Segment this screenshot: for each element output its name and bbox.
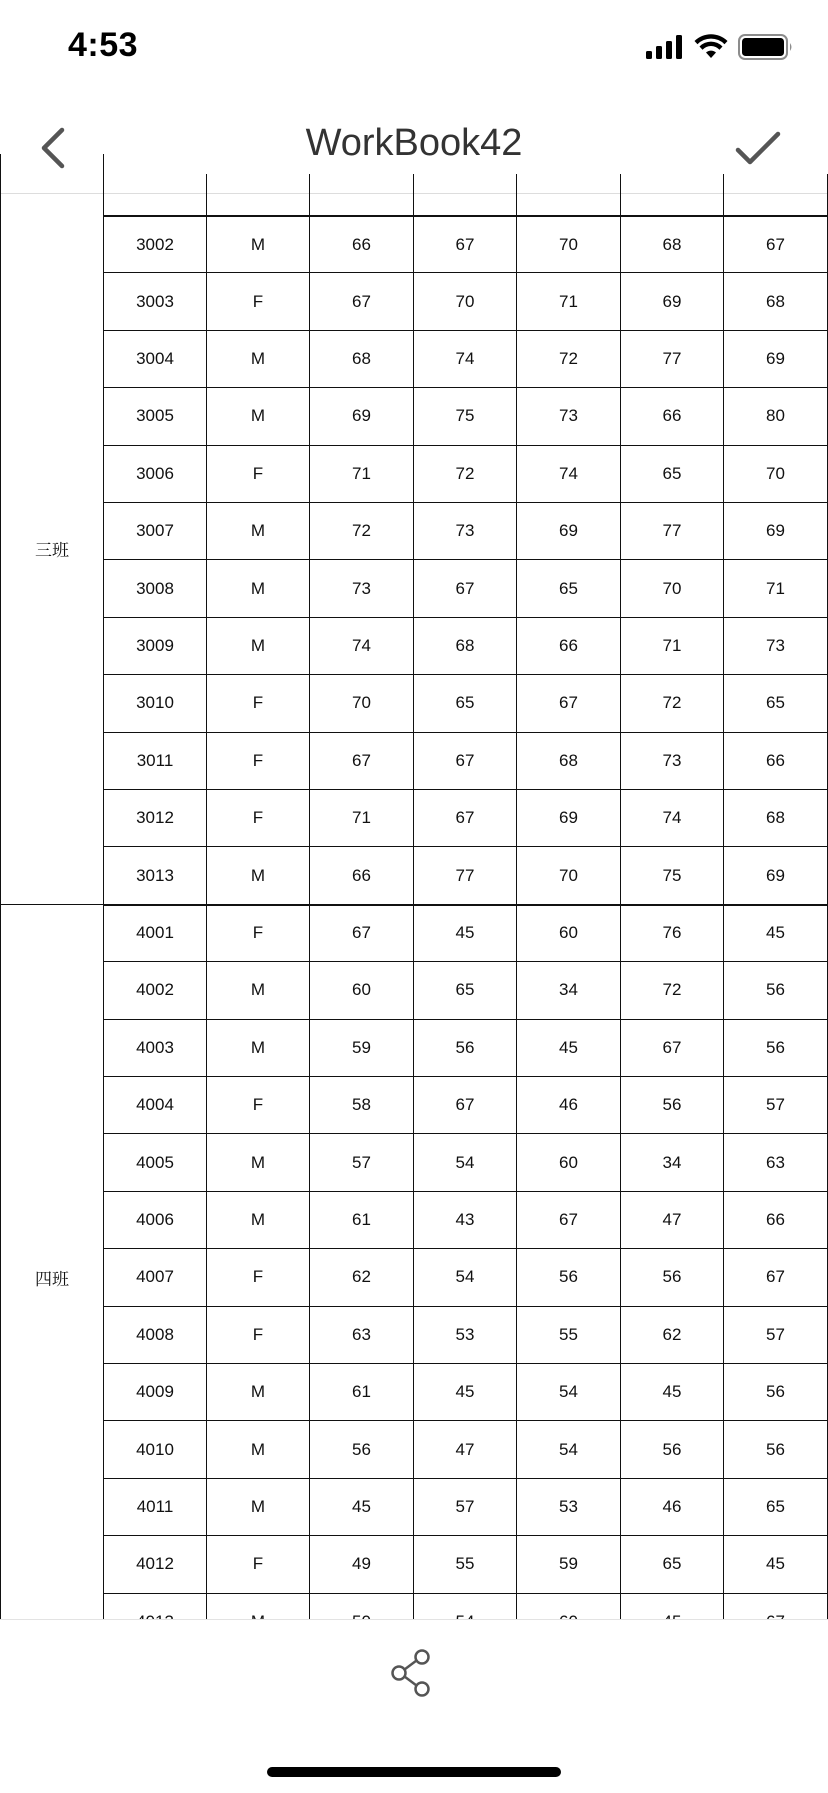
- table-cell-score-2[interactable]: 70: [414, 273, 517, 330]
- table-cell-score-3[interactable]: 66: [517, 618, 621, 675]
- table-cell-score-3[interactable]: 46: [517, 1077, 621, 1134]
- table-cell-student-id[interactable]: 3003: [103, 273, 207, 330]
- table-cell-score-2[interactable]: 45: [414, 905, 517, 962]
- table-cell-score-4[interactable]: 62: [621, 1307, 724, 1364]
- table-cell-student-id[interactable]: 3005: [103, 388, 207, 445]
- table-cell-gender[interactable]: F: [207, 905, 310, 962]
- table-cell-gender[interactable]: M: [207, 1479, 310, 1536]
- table-cell-score-2[interactable]: 74: [414, 331, 517, 388]
- table-cell-gender[interactable]: M: [207, 962, 310, 1019]
- table-cell-student-id[interactable]: 4004: [103, 1077, 207, 1134]
- wifi-icon: [694, 34, 728, 60]
- table-cell-score-1[interactable]: 59: [310, 1020, 414, 1077]
- table-cell-score-1[interactable]: 74: [310, 618, 414, 675]
- table-cell-score-5[interactable]: 56: [724, 962, 828, 1019]
- table-cell-gender[interactable]: F: [207, 446, 310, 503]
- table-cell-score-3[interactable]: 60: [517, 905, 621, 962]
- table-cell-partial[interactable]: [724, 174, 828, 216]
- table-cell-score-1[interactable]: 70: [310, 675, 414, 732]
- table-cell-score-4[interactable]: 65: [621, 1536, 724, 1593]
- table-cell-score-5[interactable]: 70: [724, 446, 828, 503]
- table-cell-student-id[interactable]: 3013: [103, 847, 207, 904]
- table-cell-score-5[interactable]: 56: [724, 1421, 828, 1478]
- table-cell-score-1[interactable]: 56: [310, 1421, 414, 1478]
- table-cell-score-1[interactable]: 66: [310, 847, 414, 904]
- table-cell-score-3[interactable]: 56: [517, 1249, 621, 1306]
- table-cell-score-3[interactable]: 34: [517, 962, 621, 1019]
- table-cell-score-1[interactable]: 71: [310, 790, 414, 847]
- table-cell-score-4[interactable]: 77: [621, 503, 724, 560]
- table-cell-score-5[interactable]: 45: [724, 905, 828, 962]
- table-cell-score-1[interactable]: 67: [310, 733, 414, 790]
- table-cell-student-id[interactable]: 3011: [103, 733, 207, 790]
- table-cell-score-3[interactable]: 60: [517, 1134, 621, 1191]
- table-cell-partial[interactable]: [414, 174, 517, 216]
- table-cell-score-2[interactable]: 67: [414, 216, 517, 273]
- class-label-cell[interactable]: [0, 905, 104, 1651]
- table-cell-score-5[interactable]: 65: [724, 675, 828, 732]
- share-button[interactable]: [388, 1648, 438, 1698]
- table-cell-gender[interactable]: F: [207, 733, 310, 790]
- table-cell-score-3[interactable]: 67: [517, 1192, 621, 1249]
- table-cell-gender[interactable]: M: [207, 1020, 310, 1077]
- table-cell-score-2[interactable]: 68: [414, 618, 517, 675]
- table-cell-score-1[interactable]: 57: [310, 1134, 414, 1191]
- table-cell-partial[interactable]: [621, 174, 724, 216]
- table-cell-score-5[interactable]: 73: [724, 618, 828, 675]
- table-cell-score-1[interactable]: 72: [310, 503, 414, 560]
- table-cell-score-5[interactable]: 45: [724, 1536, 828, 1593]
- table-cell-partial[interactable]: [103, 174, 207, 216]
- table-cell-gender[interactable]: F: [207, 790, 310, 847]
- table-cell-score-2[interactable]: 55: [414, 1536, 517, 1593]
- table-cell-score-4[interactable]: 46: [621, 1479, 724, 1536]
- table-cell-score-3[interactable]: 73: [517, 388, 621, 445]
- table-cell-score-2[interactable]: 53: [414, 1307, 517, 1364]
- cellular-signal-icon: [646, 35, 684, 59]
- table-cell-score-5[interactable]: 66: [724, 1192, 828, 1249]
- table-cell-score-1[interactable]: 45: [310, 1479, 414, 1536]
- table-cell-score-4[interactable]: 72: [621, 962, 724, 1019]
- table-cell-score-3[interactable]: 68: [517, 733, 621, 790]
- table-cell-score-5[interactable]: 56: [724, 1020, 828, 1077]
- checkmark-icon: [728, 118, 788, 178]
- table-cell-score-3[interactable]: 72: [517, 331, 621, 388]
- table-cell-score-2[interactable]: 47: [414, 1421, 517, 1478]
- table-cell-score-2[interactable]: 67: [414, 733, 517, 790]
- table-cell-score-4[interactable]: 75: [621, 847, 724, 904]
- table-cell-score-2[interactable]: 56: [414, 1020, 517, 1077]
- table-cell-score-4[interactable]: 65: [621, 446, 724, 503]
- table-cell-partial[interactable]: [207, 174, 310, 216]
- table-cell-score-2[interactable]: 72: [414, 446, 517, 503]
- table-cell-gender[interactable]: M: [207, 331, 310, 388]
- table-cell-score-2[interactable]: 73: [414, 503, 517, 560]
- done-button[interactable]: [728, 118, 788, 178]
- table-cell-score-5[interactable]: 68: [724, 790, 828, 847]
- class-label: 四班: [35, 1269, 69, 1289]
- table-cell-score-1[interactable]: 58: [310, 1077, 414, 1134]
- table-cell-score-1[interactable]: 71: [310, 446, 414, 503]
- table-cell-score-1[interactable]: 60: [310, 962, 414, 1019]
- table-cell-score-3[interactable]: 53: [517, 1479, 621, 1536]
- table-cell-score-2[interactable]: 75: [414, 388, 517, 445]
- table-cell-score-3[interactable]: 69: [517, 790, 621, 847]
- table-cell-score-5[interactable]: 63: [724, 1134, 828, 1191]
- table-cell-gender[interactable]: F: [207, 1077, 310, 1134]
- table-cell-score-4[interactable]: 66: [621, 388, 724, 445]
- table-cell-gender[interactable]: F: [207, 1536, 310, 1593]
- table-cell-student-id[interactable]: 4007: [103, 1249, 207, 1306]
- table-cell-student-id[interactable]: 3012: [103, 790, 207, 847]
- table-cell-partial[interactable]: [310, 174, 414, 216]
- table-cell-score-2[interactable]: 65: [414, 675, 517, 732]
- table-cell-student-id[interactable]: 4005: [103, 1134, 207, 1191]
- table-cell-score-4[interactable]: 77: [621, 331, 724, 388]
- status-time: 4:53: [68, 26, 139, 64]
- table-cell-score-5[interactable]: 57: [724, 1077, 828, 1134]
- table-cell-score-1[interactable]: 61: [310, 1192, 414, 1249]
- table-cell-score-3[interactable]: 71: [517, 273, 621, 330]
- table-cell-score-2[interactable]: 45: [414, 1364, 517, 1421]
- table-cell-gender[interactable]: F: [207, 1307, 310, 1364]
- table-cell-score-4[interactable]: 67: [621, 1020, 724, 1077]
- table-cell-score-1[interactable]: 62: [310, 1249, 414, 1306]
- table-cell-score-1[interactable]: 63: [310, 1307, 414, 1364]
- table-cell-score-5[interactable]: 65: [724, 1479, 828, 1536]
- table-cell-gender[interactable]: M: [207, 847, 310, 904]
- table-cell-score-4[interactable]: 70: [621, 560, 724, 617]
- table-cell-score-1[interactable]: 66: [310, 216, 414, 273]
- table-cell-score-4[interactable]: 73: [621, 733, 724, 790]
- table-cell-gender[interactable]: M: [207, 1192, 310, 1249]
- table-cell-student-id[interactable]: 3008: [103, 560, 207, 617]
- table-cell-score-2[interactable]: 65: [414, 962, 517, 1019]
- table-cell-score-2[interactable]: 43: [414, 1192, 517, 1249]
- table-cell-gender[interactable]: M: [207, 1134, 310, 1191]
- table-cell-score-5[interactable]: 69: [724, 503, 828, 560]
- table-cell-score-5[interactable]: 69: [724, 847, 828, 904]
- table-cell-score-4[interactable]: 47: [621, 1192, 724, 1249]
- status-bar: [0, 0, 828, 100]
- table-cell-score-1[interactable]: 68: [310, 331, 414, 388]
- bottom-toolbar: [0, 1619, 828, 1793]
- status-icons: [646, 34, 794, 60]
- table-cell-score-2[interactable]: 54: [414, 1134, 517, 1191]
- table-cell-score-3[interactable]: 55: [517, 1307, 621, 1364]
- table-cell-score-4[interactable]: 45: [621, 1364, 724, 1421]
- spreadsheet-view[interactable]: [0, 193, 828, 1620]
- table-cell-score-4[interactable]: 56: [621, 1249, 724, 1306]
- table-cell-score-1[interactable]: 61: [310, 1364, 414, 1421]
- table-cell-score-2[interactable]: 77: [414, 847, 517, 904]
- table-cell-score-3[interactable]: 69: [517, 503, 621, 560]
- table-cell-student-id[interactable]: 4009: [103, 1364, 207, 1421]
- table-cell-student-id[interactable]: 4010: [103, 1421, 207, 1478]
- table-cell-score-3[interactable]: 70: [517, 216, 621, 273]
- table-cell-score-2[interactable]: 54: [414, 1249, 517, 1306]
- table-cell-gender[interactable]: M: [207, 388, 310, 445]
- table-cell-score-5[interactable]: 57: [724, 1307, 828, 1364]
- page-title: WorkBook42: [305, 122, 523, 164]
- table-cell-score-1[interactable]: 67: [310, 905, 414, 962]
- table-cell-student-id[interactable]: 4012: [103, 1536, 207, 1593]
- table-cell-student-id[interactable]: 4008: [103, 1307, 207, 1364]
- table-cell-student-id[interactable]: 4011: [103, 1479, 207, 1536]
- table-cell-score-2[interactable]: 67: [414, 1077, 517, 1134]
- table-cell-student-id[interactable]: 4001: [103, 905, 207, 962]
- home-indicator: [267, 1767, 561, 1777]
- table-cell-score-3[interactable]: 74: [517, 446, 621, 503]
- table-cell-student-id[interactable]: 4006: [103, 1192, 207, 1249]
- table-cell-student-id[interactable]: 4002: [103, 962, 207, 1019]
- table-cell-score-4[interactable]: 56: [621, 1077, 724, 1134]
- table-cell-score-4[interactable]: 76: [621, 905, 724, 962]
- table-cell-score-5[interactable]: 67: [724, 1249, 828, 1306]
- table-cell-student-id[interactable]: 3004: [103, 331, 207, 388]
- battery-icon: [738, 34, 794, 60]
- table-cell-score-1[interactable]: 49: [310, 1536, 414, 1593]
- table-cell-gender[interactable]: M: [207, 560, 310, 617]
- table-cell-score-5[interactable]: 71: [724, 560, 828, 617]
- table-cell-gender[interactable]: M: [207, 503, 310, 560]
- table-cell-gender[interactable]: M: [207, 618, 310, 675]
- table-cell-gender[interactable]: F: [207, 675, 310, 732]
- table-cell-student-id[interactable]: 3010: [103, 675, 207, 732]
- table-cell-score-5[interactable]: 68: [724, 273, 828, 330]
- table-cell-score-4[interactable]: 56: [621, 1421, 724, 1478]
- table-cell-gender[interactable]: F: [207, 1249, 310, 1306]
- table-cell-score-4[interactable]: 69: [621, 273, 724, 330]
- table-cell-score-5[interactable]: 66: [724, 733, 828, 790]
- table-cell-score-3[interactable]: 54: [517, 1364, 621, 1421]
- table-cell-score-4[interactable]: 74: [621, 790, 724, 847]
- class-label: 三班: [35, 541, 69, 561]
- table-cell-score-4[interactable]: 68: [621, 216, 724, 273]
- table-cell-gender[interactable]: M: [207, 1364, 310, 1421]
- table-cell-gender[interactable]: F: [207, 273, 310, 330]
- table-cell-student-id[interactable]: 3009: [103, 618, 207, 675]
- table-cell-student-id[interactable]: 3006: [103, 446, 207, 503]
- table-cell-score-1[interactable]: 69: [310, 388, 414, 445]
- table-cell-score-4[interactable]: 34: [621, 1134, 724, 1191]
- table-cell-score-3[interactable]: 67: [517, 675, 621, 732]
- table-cell-score-4[interactable]: 72: [621, 675, 724, 732]
- table-cell-score-2[interactable]: 67: [414, 560, 517, 617]
- share-icon: [388, 1648, 438, 1698]
- table-cell-score-3[interactable]: 59: [517, 1536, 621, 1593]
- table-cell-student-id[interactable]: 3007: [103, 503, 207, 560]
- table-cell-score-1[interactable]: 73: [310, 560, 414, 617]
- table-cell-gender[interactable]: M: [207, 1421, 310, 1478]
- table-cell-score-2[interactable]: 67: [414, 790, 517, 847]
- table-cell-student-id[interactable]: 3002: [103, 216, 207, 273]
- table-cell-score-2[interactable]: 57: [414, 1479, 517, 1536]
- table-cell-score-5[interactable]: 67: [724, 216, 828, 273]
- table-cell-score-3[interactable]: 70: [517, 847, 621, 904]
- table-cell-score-4[interactable]: 71: [621, 618, 724, 675]
- table-cell-gender[interactable]: M: [207, 216, 310, 273]
- table-cell-score-3[interactable]: 65: [517, 560, 621, 617]
- class-label-cell[interactable]: [0, 154, 104, 905]
- table-cell-score-3[interactable]: 54: [517, 1421, 621, 1478]
- table-cell-student-id[interactable]: 4003: [103, 1020, 207, 1077]
- table-cell-score-5[interactable]: 80: [724, 388, 828, 445]
- table-cell-score-5[interactable]: 69: [724, 331, 828, 388]
- table-cell-partial[interactable]: [517, 174, 621, 216]
- table-cell-score-5[interactable]: 56: [724, 1364, 828, 1421]
- table-cell-score-1[interactable]: 67: [310, 273, 414, 330]
- table-cell-score-3[interactable]: 45: [517, 1020, 621, 1077]
